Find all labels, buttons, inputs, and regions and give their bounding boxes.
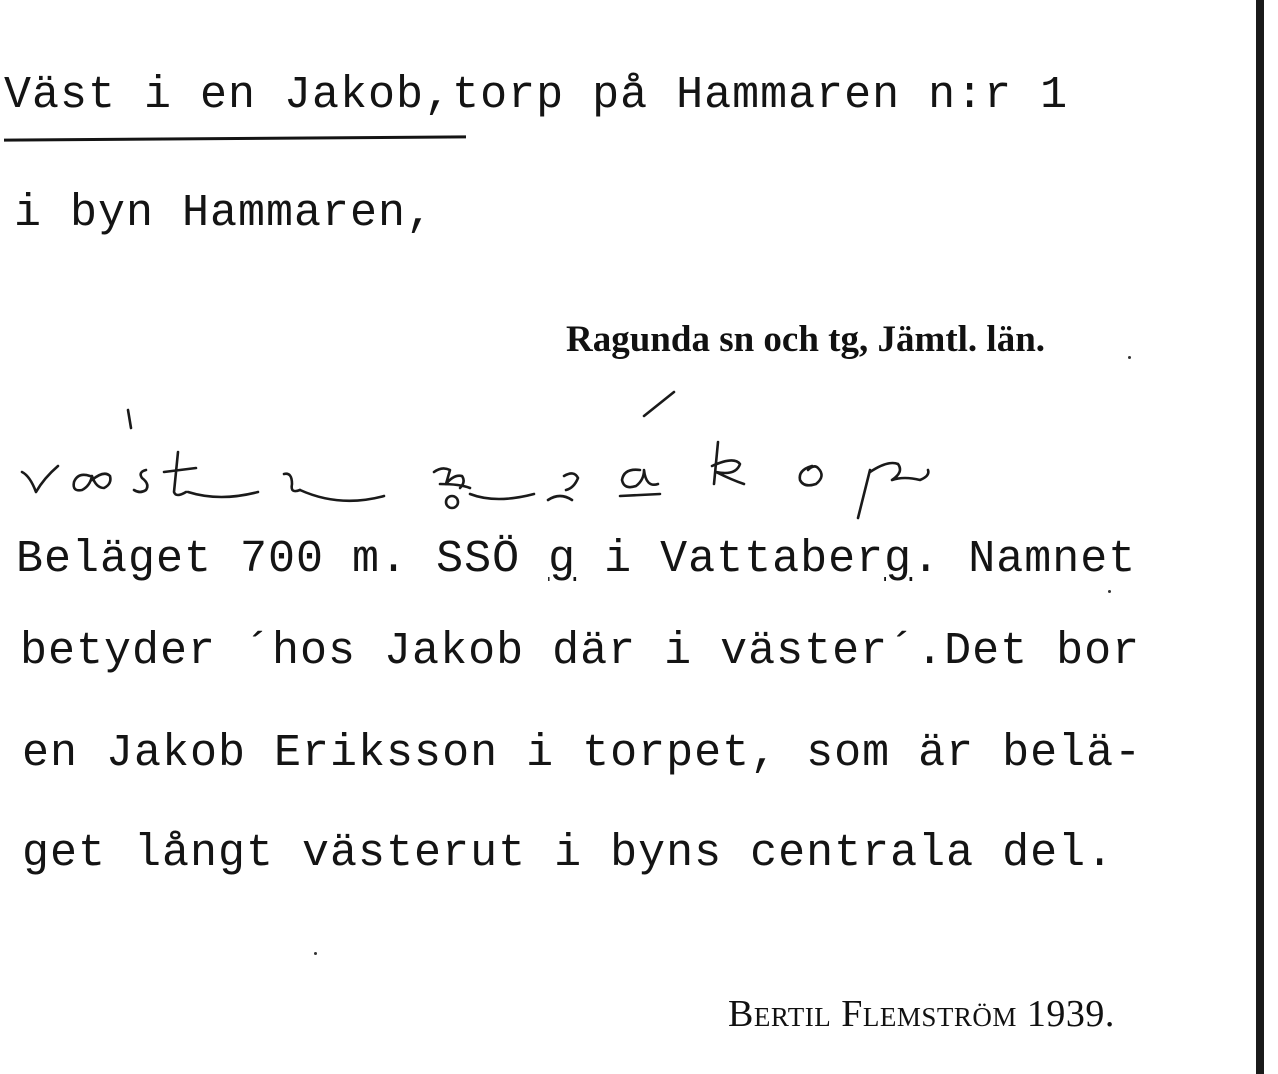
signature: Bertil Flemström 1939. bbox=[728, 993, 1115, 1035]
underlined-g-2: g bbox=[884, 534, 913, 585]
parish-county-line: Ragunda sn och tg, Jämtl. län. bbox=[566, 319, 1046, 360]
underlined-g: g bbox=[548, 534, 577, 585]
body-line-1: Beläget 700 m. SSÖ g i Vattaberg. Namnet bbox=[16, 534, 1137, 585]
phonetic-transcription-handwriting bbox=[0, 380, 980, 520]
body-line-4: get långt västerut i byns centrala del. bbox=[22, 828, 1115, 879]
scan-speck bbox=[314, 952, 317, 955]
place-name-heading bbox=[4, 70, 1068, 121]
place-name: Väst i en Jakob bbox=[4, 70, 425, 121]
body-line-2: betyder ´hos Jakob där i väster´.Det bor bbox=[20, 626, 1141, 677]
scan-speck bbox=[1128, 356, 1131, 359]
body-line-3: en Jakob Eriksson i torpet, som är belä- bbox=[22, 728, 1143, 779]
place-name-underline bbox=[4, 135, 466, 141]
place-description: ,torp på Hammaren n:r 1 bbox=[424, 70, 1069, 121]
village-line: i byn Hammaren, bbox=[14, 188, 435, 239]
card-edge-shadow bbox=[1256, 0, 1264, 1074]
scan-speck bbox=[1108, 590, 1111, 593]
